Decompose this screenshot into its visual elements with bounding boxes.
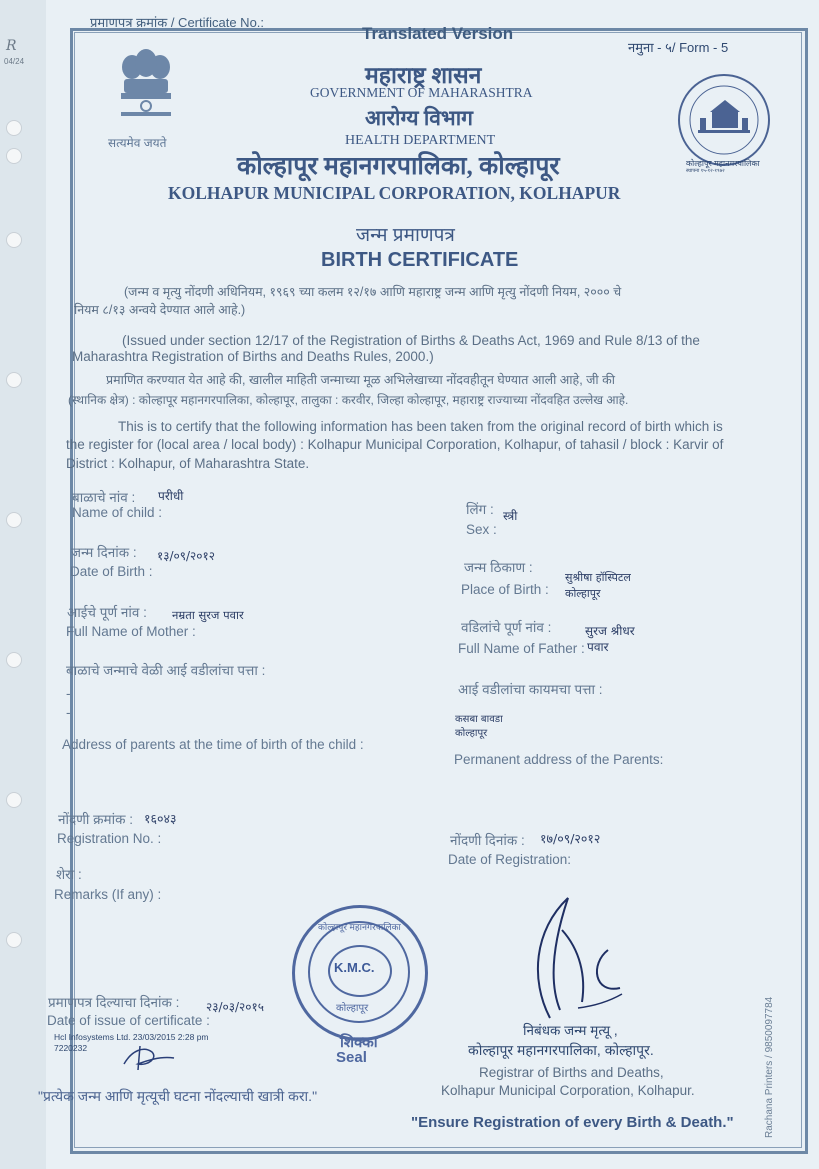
department-title-english: HEALTH DEPARTMENT (345, 133, 496, 148)
registrar-title-marathi-line2: कोल्हापूर महानगरपालिका, कोल्हापूर. (468, 1042, 654, 1058)
certify-text-marathi-line1: प्रमाणित करण्यात येत आहे की, खालील माहिती जन्माच्या मूळ अभिलेखाच्या नोंदवहीतून घेण्यात आली आहे, जी की (106, 373, 615, 387)
binder-hole (6, 120, 22, 136)
child-name-label-marathi: बाळाचे नांव : (72, 490, 136, 505)
department-title-marathi: आरोग्य विभाग (365, 106, 473, 130)
government-title-marathi: महाराष्ट्र शासन (365, 63, 482, 88)
binder-hole (6, 932, 22, 948)
sex-label: Sex : (466, 522, 497, 537)
seal-label-marathi: शिक्का (340, 1034, 378, 1051)
corporation-title-english: KOLHAPUR MUNICIPAL CORPORATION, KOLHAPUR (168, 183, 621, 203)
permanent-address-value-line2: कोल्हापूर (455, 728, 488, 739)
initials-signature-icon (118, 1038, 178, 1074)
pob-value-line2: कोल्हापूर (565, 587, 601, 600)
registration-number-value: १६०४३ (144, 811, 177, 826)
permanent-address-label-marathi: आई वडीलांचा कायमचा पत्ता : (458, 682, 603, 697)
registrar-title-marathi-line1: निबंधक जन्म मृत्यू , (523, 1023, 618, 1038)
corporation-title-marathi: कोल्हापूर महानगरपालिका, कोल्हापूर (237, 153, 560, 180)
mother-name-value: नम्रता सुरज पवार (172, 608, 244, 622)
issue-date-label-marathi: प्रमाणपत्र दिल्याचा दिनांक : (48, 995, 180, 1010)
emblem-motto: सत्यमेव जयते (108, 136, 167, 150)
permanent-address-value-line1: कसबा बावडा (455, 714, 503, 725)
form-number: नमुना - ५/ Form - 5 (628, 40, 729, 55)
registration-date-label: Date of Registration: (448, 852, 572, 867)
certify-text-english-line3: District : Kolhapur, of Maharashtra State. (66, 456, 310, 471)
father-name-label-marathi: वडिलांचे पूर्ण नांव : (461, 620, 552, 635)
certificate-title-english: BIRTH CERTIFICATE (321, 249, 519, 271)
issue-date-value: २३/०३/२०१५ (206, 1000, 265, 1014)
dob-label: Date of Birth : (70, 564, 153, 579)
dob-value: १३/०९/२०१२ (157, 549, 216, 563)
print-code: 7220232 (54, 1043, 88, 1053)
logo-caption: कोल्हापूर महानगरपालिका (686, 159, 760, 168)
margin-mark: R (6, 38, 17, 54)
issue-date-label: Date of issue of certificate : (47, 1013, 210, 1028)
registrar-signature-icon (490, 890, 660, 1030)
footer-slogan-english: "Ensure Registration of every Birth & Death." (411, 1114, 734, 1131)
margin-mark-sub: 04/24 (4, 57, 25, 66)
registration-date-value: १७/०९/२०१२ (540, 831, 601, 846)
permanent-address-label: Permanent address of the Parents: (454, 752, 664, 767)
mother-name-label: Full Name of Mother : (66, 624, 196, 639)
mother-name-label-marathi: आईचे पूर्ण नांव : (67, 605, 147, 620)
binder-hole (6, 652, 22, 668)
ashoka-emblem-icon (112, 45, 180, 135)
child-name-label: Name of child : (72, 505, 163, 520)
logo-small-text: स्थापना १५-१२-१९७२ (686, 168, 725, 174)
binder-hole (6, 512, 22, 528)
remarks-label-marathi: शेरा : (56, 867, 82, 882)
seal-label-english: Seal (336, 1049, 367, 1066)
binder-hole (6, 792, 22, 808)
certificate-title-marathi: जन्म प्रमाणपत्र (356, 225, 455, 246)
birth-address-dot: - (66, 686, 71, 701)
binder-hole (6, 372, 22, 388)
father-name-value-line2: पवार (587, 640, 609, 654)
registrar-title-english-line1: Registrar of Births and Deaths, (479, 1065, 664, 1080)
sex-value: स्त्री (503, 509, 518, 523)
registrar-title-english-line2: Kolhapur Municipal Corporation, Kolhapur. (441, 1083, 695, 1098)
certificate-number-label: प्रमाणपत्र क्रमांक / Certificate No.: (90, 15, 265, 30)
translated-version-label: Translated Version (362, 24, 514, 43)
father-name-value-line1: सुरज श्रीधर (585, 624, 635, 638)
seal-text-bottom: कोल्हापूर (336, 1003, 369, 1014)
issued-text-marathi-line2: नियम ८/१३ अन्वये देण्यात आले आहे.) (74, 303, 246, 317)
certify-text-english-line2: the register for (local area / local body) : Kolhapur Municipal Corporation, Kolhapur, of tahasil / block : Karvir of (66, 437, 724, 452)
father-name-label: Full Name of Father : (458, 641, 585, 656)
issued-text-english-line2: Maharashtra Registration of Births and Deaths Rules, 2000.) (72, 349, 434, 364)
print-info: Hcl Infosystems Ltd. 23/03/2015 2:28 pm (54, 1032, 209, 1042)
birth-address-label: Address of parents at the time of birth of the child : (62, 737, 364, 752)
registration-date-label-marathi: नोंदणी दिनांक : (450, 833, 525, 848)
footer-slogan-marathi: "प्रत्येक जन्म आणि मृत्यूची घटना नोंदल्याची खात्री करा." (38, 1088, 318, 1104)
registration-number-label-marathi: नोंदणी क्रमांक : (58, 812, 133, 827)
binder-hole (6, 232, 22, 248)
certify-text-marathi-line2: (स्थानिक क्षेत्र) : कोल्हापूर महानगरपालिका, कोल्हापूर, तालुका : करवीर, जिल्हा कोल्हापूर, महाराष्ट्र राज्याच्या नोंदवहित उल्लेख आहे. (68, 393, 629, 407)
government-title-english: GOVERNMENT OF MAHARASHTRA (310, 85, 533, 100)
dob-label-marathi: जन्म दिनांक : (71, 545, 137, 560)
printer-credit: Rachana Printers / 9850097784 (764, 996, 775, 1138)
birth-address-label-marathi: बाळाचे जन्माचे वेळी आई वडीलांचा पत्ता : (66, 663, 266, 678)
remarks-label: Remarks (If any) : (54, 887, 162, 902)
seal-text-top: कोल्हापूर महानगरपालिका (318, 922, 401, 932)
pob-value-line1: सुश्रीषा हॉस्पिटल (565, 571, 631, 584)
issued-text-english-line1: (Issued under section 12/17 of the Registration of Births & Deaths Act, 1969 and Rule 8/13 of the (122, 333, 700, 348)
certify-text-english-line1: This is to certify that the following information has been taken from the original record of birth which is (118, 419, 723, 434)
child-name-value: परीधी (158, 489, 184, 503)
sex-label-marathi: लिंग : (466, 502, 494, 517)
pob-label-marathi: जन्म ठिकाण : (464, 560, 533, 575)
kmc-logo-icon (676, 72, 772, 168)
pob-label: Place of Birth : (461, 582, 549, 597)
registration-number-label: Registration No. : (57, 831, 162, 846)
issued-text-marathi-line1: (जन्म व मृत्यु नोंदणी अधिनियम, १९६९ च्या कलम १२/१७ आणि महाराष्ट्र जन्म आणि मृत्यु नोंदणी नियम, २००० चे (124, 285, 622, 299)
seal-center-text: K.M.C. (334, 960, 375, 975)
birth-address-dot: - (66, 705, 71, 720)
binder-hole (6, 148, 22, 164)
